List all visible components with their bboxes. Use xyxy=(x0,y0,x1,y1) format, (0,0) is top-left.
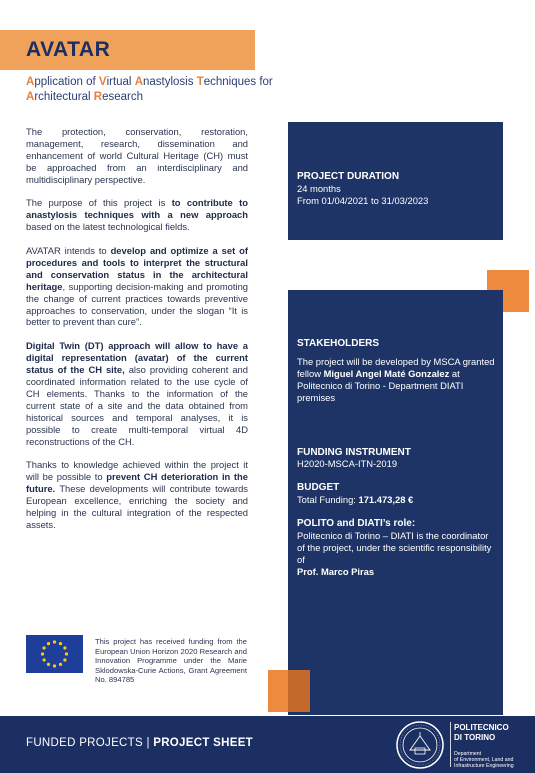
polito-logo-text: POLITECNICO DI TORINO xyxy=(454,723,509,742)
budget-heading: BUDGET xyxy=(297,482,340,494)
role-person: Prof. Marco Piras xyxy=(297,565,375,577)
stakeholders-heading: STAKEHOLDERS xyxy=(297,338,380,349)
paragraph-intro: The protection, conservation, restoration, management, research, dissemination and enhancement of world Cultural Heritage (CH) must be approached from an interdisciplinary and multidisciplinary perspective. xyxy=(26,126,248,185)
paragraph-digital-twin: Digital Twin (DT) approach will allow to have a digital representation (avatar) of the current status of the CH site, also providing coherent and coordinated information related to the use cycle of CH elements. Thanks to the information of the current state of a site and the data obtained from historical sources and temporal analyses, it is possible to create multi-temporal virtual 4D reconstructions of the CH. xyxy=(26,340,248,447)
budget-value: 171.473,28 € xyxy=(358,494,414,506)
budget-text: Total Funding: 171.473,28 € xyxy=(297,494,414,506)
project-subtitle xyxy=(26,75,316,105)
duration-panel xyxy=(288,122,503,240)
duration-dates: From 01/04/2021 to 31/03/2023 xyxy=(297,194,429,206)
eu-stars-icon xyxy=(26,635,83,673)
subtitle-line-1: Application of Virtual Anastylosis Techniques for xyxy=(26,76,273,88)
eu-flag-icon xyxy=(26,635,83,673)
title-banner xyxy=(0,30,255,70)
paragraph-outcomes: Thanks to knowledge achieved within the project it will be possible to prevent CH deterioration in the future. These developments will contribute towards European excellence, enriching the society and helping in the cultural integration of the respected assets. xyxy=(26,459,248,530)
department-name: Department of Environment, Land and Infrastructure Engineering xyxy=(454,751,514,770)
paragraph-purpose: The purpose of this project is to contribute to anastylosis techniques with a new approach based on the latest technological fields. xyxy=(26,197,248,233)
details-panel xyxy=(288,290,503,715)
project-description xyxy=(26,126,248,543)
footer xyxy=(0,716,535,773)
logo-divider xyxy=(450,722,451,767)
duration-heading: PROJECT DURATION xyxy=(297,171,400,182)
stakeholders-text: The project will be developed by MSCA granted fellow Miguel Angel Maté Gonzalez at Politecnico di Torino - Department DIATI premises xyxy=(297,355,495,403)
decorative-square-overlap xyxy=(288,670,310,712)
role-text: Politecnico di Torino – DIATI is the coordinator of the project, under the scientific responsibility of xyxy=(297,530,492,565)
polito-seal-icon xyxy=(395,720,445,770)
fellow-name: Miguel Angel Maté Gonzalez xyxy=(323,367,450,379)
role-heading: POLITO and DIATI’s role: xyxy=(297,518,416,530)
funding-heading: FUNDING INSTRUMENT xyxy=(297,446,411,458)
eu-funding-note: This project has received funding from the European Union Horizon 2020 Research and Innovation Programme under the Marie Sklodowska-Curie Actions, Grant Agreement No. 894785 xyxy=(95,637,247,685)
footer-label: FUNDED PROJECTS | PROJECT SHEET xyxy=(26,737,253,749)
subtitle-line-2: Architectural Research xyxy=(26,91,143,103)
funding-value: H2020-MSCA-ITN-2019 xyxy=(297,458,398,470)
duration-months: 24 months xyxy=(297,182,341,194)
paragraph-aims: AVATAR intends to develop and optimize a set of procedures and tools to interpret the structural and conservation status in the architectural heritage, supporting decision-making and promoting the change of current practices towards preventive approaches to conservation, under the slogan “It is better to prevent than cure”. xyxy=(26,245,248,328)
project-title: AVATAR xyxy=(26,38,111,61)
